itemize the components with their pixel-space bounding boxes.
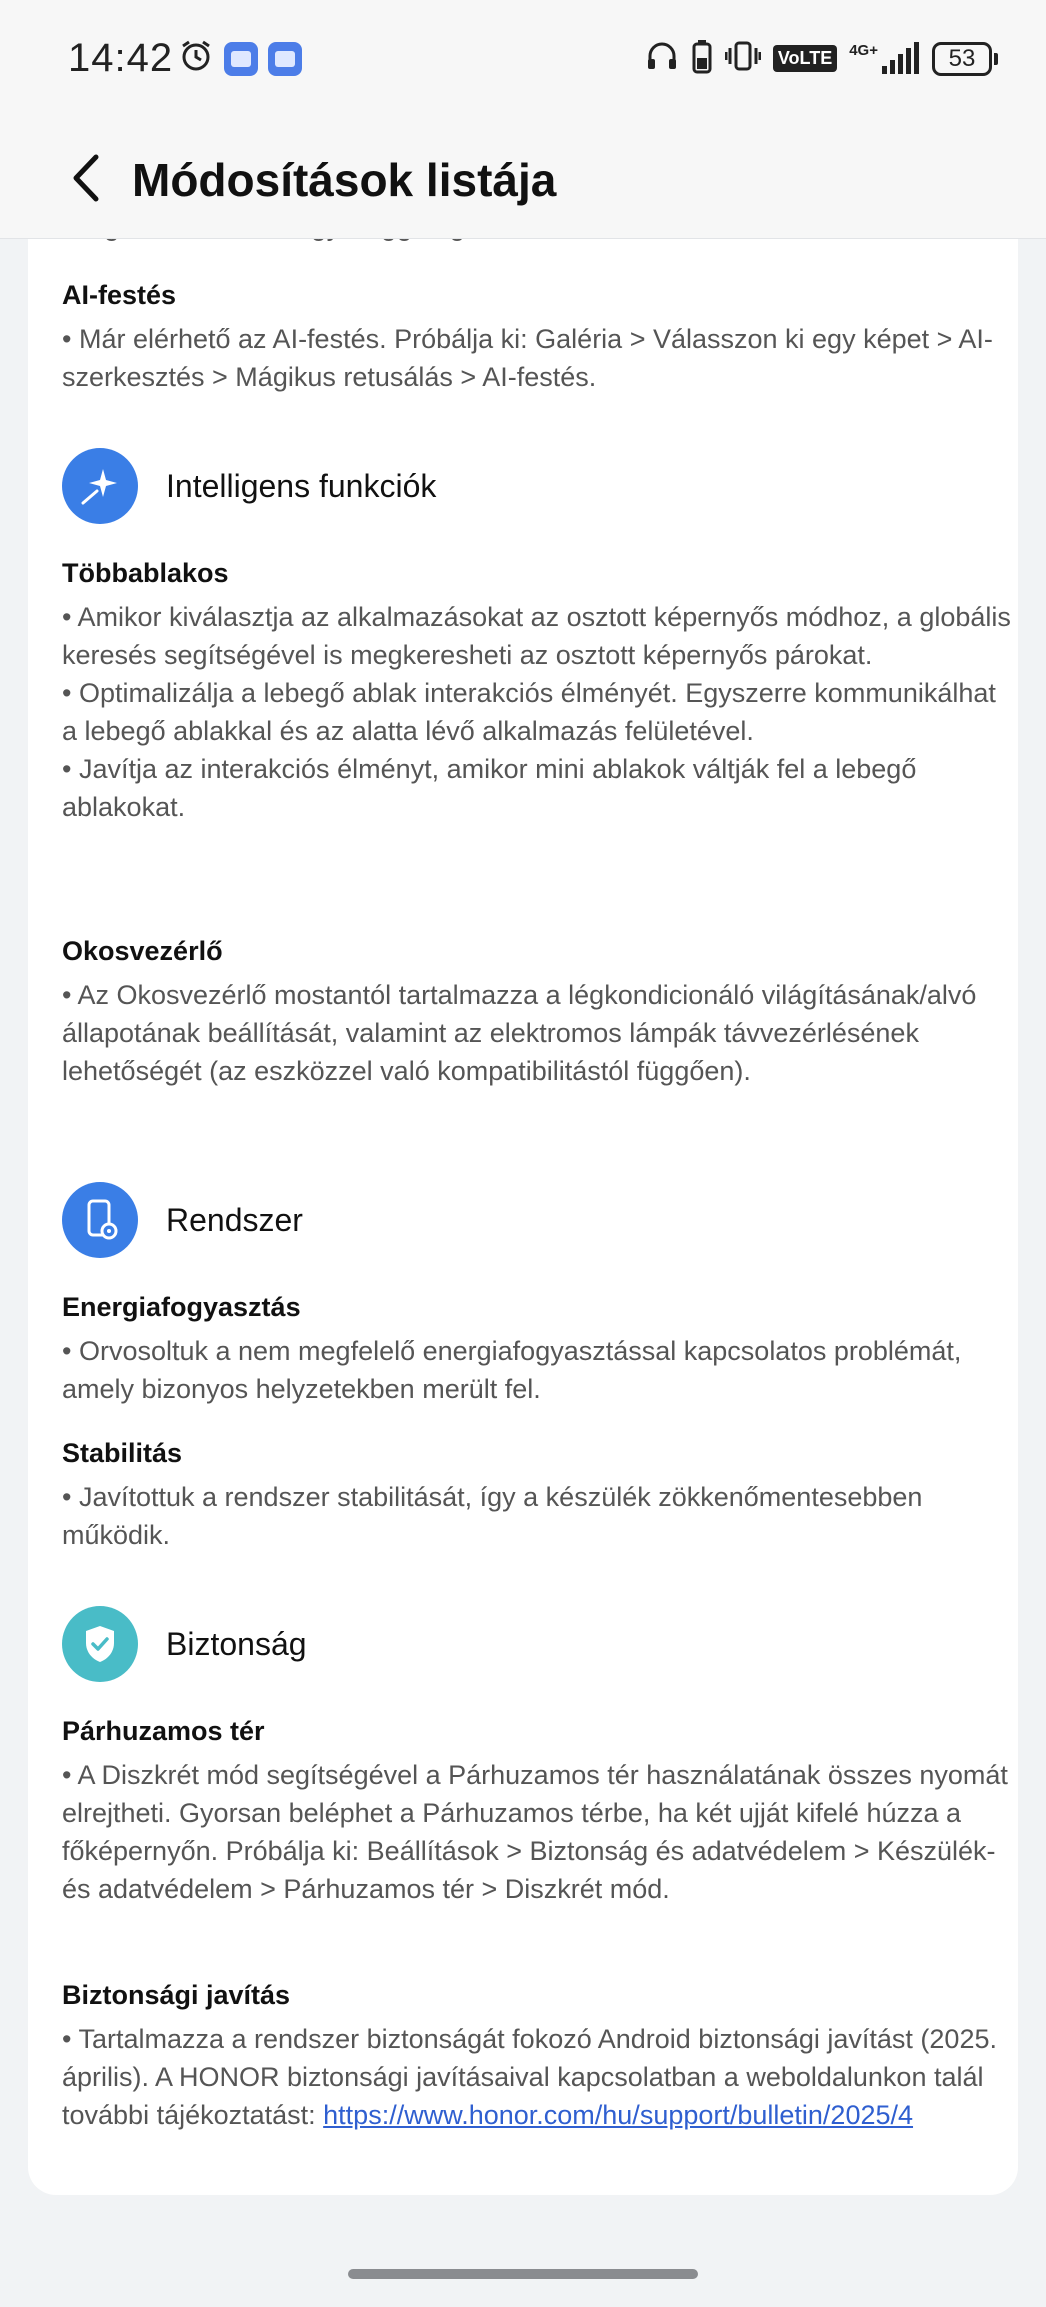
section-smart-features	[62, 448, 436, 524]
item-body: • Amikor kiválasztja az alkalmazásokat az osztott képernyős módhoz, a globális keresés segítségével is megkeresheti az osztott képernyős párokat. • Optimalizálja a lebegő ablak interakciós élményét. Egyszerre kommunikálhat a lebegő ablakkal és az alatta lévő alkalmazás felületével. • Javítja az interakciós élményt, amikor mini ablakok váltják fel a lebegő ablakokat.	[62, 602, 1011, 822]
headphones-icon	[645, 39, 679, 78]
section-title: Intelligens funkciók	[166, 467, 437, 504]
item-title: Okosvezérlő	[62, 936, 223, 966]
status-right-icons	[645, 38, 998, 79]
item-body: • A Diszkrét mód segítségével a Párhuzamos tér használatának összes nyomát elrejtheti. Gyorsan beléphet a Párhuzamos térbe, ha két ujját kifelé húzza a főképernyőn. Próbálja ki: Beállítások > Biztonság és adatvédelem > Készülék- és adatvédelem > Párhuzamos tér > Diszkrét mód.	[62, 1760, 1008, 1904]
status-left-icons	[178, 38, 302, 79]
page-title: Módosítások listája	[132, 154, 557, 206]
sparkle-icon	[62, 448, 138, 524]
item-smart-control	[62, 932, 1012, 1090]
app-header	[0, 120, 1046, 239]
item-body: • Javítottuk a rendszer stabilitását, így a készülék zökkenőmentesebben működik.	[62, 1482, 923, 1550]
section-security	[62, 1606, 307, 1682]
home-indicator[interactable]	[348, 2269, 698, 2279]
item-security-patch	[62, 1976, 1012, 2134]
notification-app-icon	[224, 42, 258, 76]
item-title: AI-festés	[62, 280, 177, 310]
volte-badge: VoLTE	[773, 45, 837, 72]
status-time: 14:42	[68, 36, 174, 80]
item-title: Energiafogyasztás	[62, 1292, 301, 1322]
item-title: Stabilitás	[62, 1438, 183, 1468]
vibrate-icon	[725, 38, 761, 79]
battery-indicator	[932, 42, 998, 76]
item-title: Biztonsági javítás	[62, 1980, 291, 2010]
phone-settings-icon	[62, 1182, 138, 1258]
status-bar	[0, 0, 1046, 120]
item-stability	[62, 1434, 1012, 1554]
item-energy	[62, 1288, 1012, 1408]
battery-level: 53	[932, 42, 992, 76]
item-ai-paint	[62, 276, 1012, 396]
item-body	[62, 2020, 1012, 2134]
notification-mail-icon	[268, 42, 302, 76]
section-system	[62, 1182, 303, 1258]
signal-icon: 4G+	[849, 42, 920, 76]
battery-tip	[994, 53, 998, 65]
back-button[interactable]	[60, 148, 110, 208]
security-bulletin-link[interactable]: https://www.honor.com/hu/support/bulletin/2025/4	[323, 2100, 914, 2130]
section-title: Rendszer	[166, 1201, 303, 1238]
item-multiwindow	[62, 554, 1012, 826]
item-body-text: • Tartalmazza a rendszer biztonságát fokozó Android biztonsági javítást (2025. április). A HONOR biztonsági javításaival kapcsolatban a weboldalunkon talál további tájékoztatást:	[62, 2024, 997, 2130]
item-body: • Orvosoltuk a nem megfelelő energiafogyasztással kapcsolatos problémát, amely bizonyos helyzetekben merült fel.	[62, 1336, 962, 1404]
item-body: • Már elérhető az AI-festés. Próbálja ki: Galéria > Válasszon ki egy képet > AI-szerkesztés > Mágikus retusálás > AI-festés.	[62, 324, 993, 392]
alarm-icon	[178, 38, 214, 79]
changelog-card	[28, 200, 1018, 2195]
device-battery-icon	[691, 38, 713, 79]
shield-check-icon	[62, 1606, 138, 1682]
item-title: Többablakos	[62, 558, 229, 588]
item-body: • Az Okosvezérlő mostantól tartalmazza a légkondicionáló világításának/alvó állapotának beállítását, valamint az elektromos lámpák távvezérlésének lehetőségét (az eszközzel való kompatibilitástól függően).	[62, 980, 977, 1086]
item-title: Párhuzamos tér	[62, 1716, 265, 1746]
chevron-left-icon	[68, 153, 102, 203]
section-title: Biztonság	[166, 1625, 307, 1662]
item-parallel-space	[62, 1712, 1012, 1908]
